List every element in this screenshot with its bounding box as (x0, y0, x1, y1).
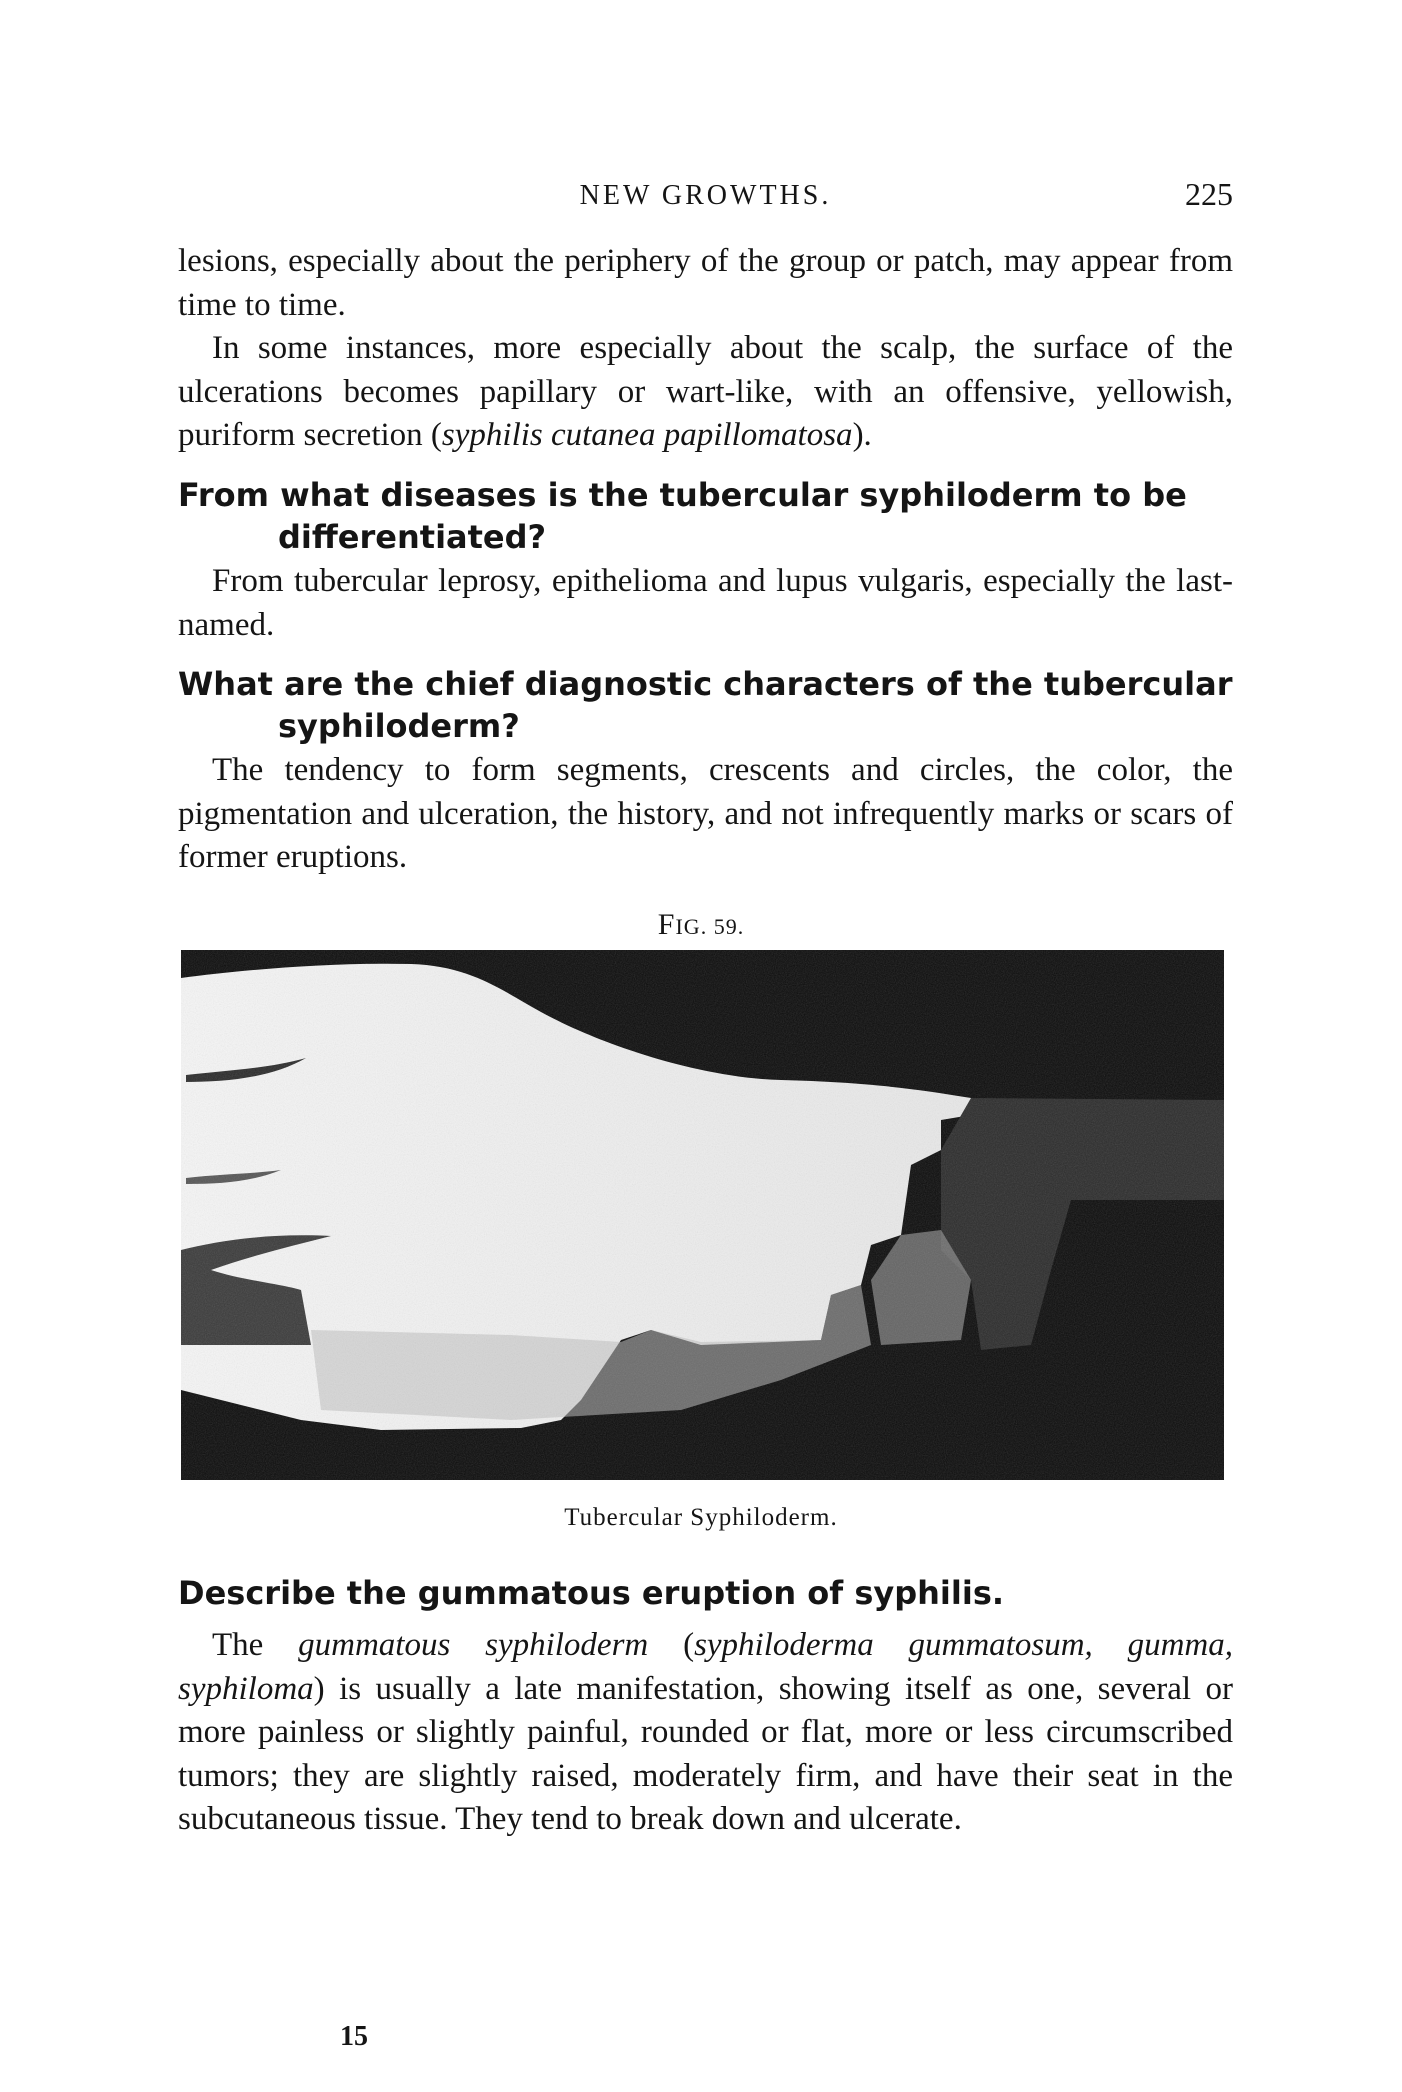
italic-term: syphilis cutanea papillomatosa (441, 417, 853, 453)
signature-mark: 15 (340, 2021, 368, 2052)
paragraph-lesions: lesions, especially about the periphery of the group or patch, may appear from time to time. (178, 243, 1233, 323)
running-header (178, 176, 1233, 218)
figure-photograph (181, 950, 1224, 1480)
question-differentiation: From what diseases is the tubercular syphiloderm to be differentiated? (178, 476, 1187, 556)
photo-rendering (181, 950, 1224, 1480)
answer-gummatous (178, 1624, 1233, 1842)
question-diagnostic: What are the chief diagnostic characters of the tubercular syphiloderm? (178, 665, 1233, 745)
text-run: In some instances, more especially about the scalp, the surface of the ulcerations becomes papillary or wart-like, with an offensive, yellowish, puriform secretion ( (178, 330, 1233, 453)
page-number: 225 (1185, 176, 1233, 212)
italic-term: gummatous syphiloderm (298, 1627, 649, 1663)
answer-diagnostic: The tendency to form segments, crescents and circles, the color, the pigmentation and ulceration, the history, and not infrequently marks or scars of former eruptions. (178, 752, 1233, 875)
figure-label (0, 908, 1402, 942)
text-run: ) is usually a late manifestation, showing itself as one, several or more painless or slightly painful, rounded or flat, more or less circumscribed tumors; they are slightly raised, moderately firm, and have their seat in the subcutaneous tissue. They tend to break down and ulcerate. (178, 1670, 1233, 1837)
figure-label-initial: F (657, 908, 676, 941)
text-run: ( (648, 1627, 695, 1663)
figure-caption: Tubercular Syphiloderm. (564, 1504, 838, 1531)
running-title: NEW GROWTHS. (579, 180, 832, 211)
text-run: ). (852, 417, 872, 453)
paragraph-papillomatosa (178, 327, 1233, 458)
question-gummatous: Describe the gummatous eruption of syphilis. (178, 1574, 1005, 1612)
answer-differentiation: From tubercular leprosy, epithelioma and lupus vulgaris, especially the last-named. (178, 563, 1233, 643)
figure-label-rest: IG. 59. (675, 914, 745, 939)
text-run: The (212, 1627, 299, 1663)
italic-terms: syphiloderma gummatosum, gumma, syphiloma (178, 1627, 1233, 1707)
